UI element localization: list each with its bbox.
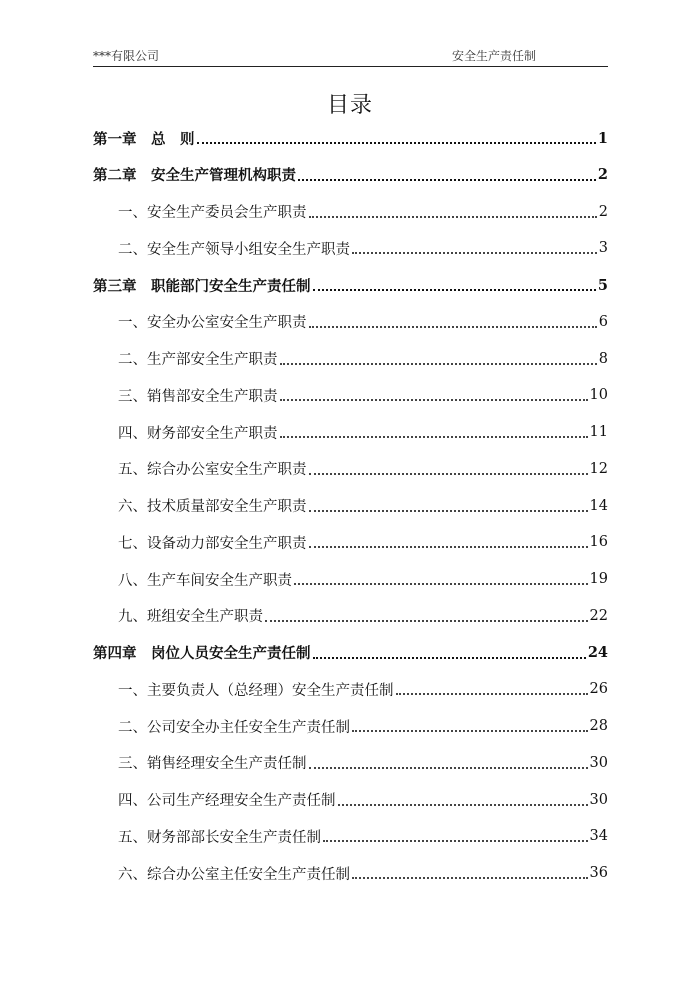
toc-section-entry[interactable] (118, 451, 608, 487)
toc-dot-leader (309, 473, 588, 475)
toc-dot-leader (352, 877, 588, 879)
toc-entry-label: 三、销售部安全生产职责 (118, 388, 278, 405)
toc-entry-page-number: 2 (598, 203, 608, 220)
toc-section-entry[interactable] (118, 598, 608, 634)
toc-entry-page-number: 10 (589, 387, 608, 404)
toc-entry-label: 二、安全生产领导小组安全生产职责 (118, 241, 350, 258)
toc-entry-page-number: 11 (589, 424, 608, 440)
toc-dot-leader (338, 804, 588, 806)
toc-chapter-entry[interactable] (93, 635, 608, 671)
toc-section-entry[interactable] (118, 745, 608, 781)
toc-entry-label: 第三章 职能部门安全生产责任制 (93, 277, 311, 295)
toc-dot-leader (280, 399, 588, 401)
toc-entry-page-number: 12 (589, 460, 608, 477)
toc-dot-leader (265, 620, 588, 622)
toc-dot-leader (309, 326, 597, 328)
toc-entry-page-number: 24 (587, 644, 608, 661)
toc-section-entry[interactable] (118, 341, 608, 377)
toc-entry-label: 二、生产部安全生产职责 (118, 352, 278, 368)
header-divider (93, 66, 608, 67)
toc-entry-page-number: 22 (589, 607, 608, 624)
toc-section-entry[interactable] (118, 488, 608, 524)
toc-entry-label: 一、主要负责人（总经理）安全生产责任制 (118, 682, 394, 699)
toc-entry-page-number: 3 (598, 240, 608, 257)
toc-entry-page-number: 16 (589, 534, 608, 551)
toc-dot-leader (280, 436, 588, 438)
toc-entry-page-number: 1 (597, 129, 608, 147)
toc-entry-page-number: 34 (589, 828, 608, 845)
toc-entry-page-number: 30 (589, 791, 608, 808)
toc-entry-page-number: 26 (589, 681, 608, 698)
toc-entry-label: 五、财务部部长安全生产责任制 (118, 829, 321, 846)
toc-dot-leader (309, 546, 588, 548)
toc-section-entry[interactable] (118, 561, 608, 597)
toc-entry-label: 四、公司生产经理安全生产责任制 (118, 793, 336, 809)
toc-dot-leader (309, 767, 588, 769)
toc-section-entry[interactable] (118, 855, 608, 891)
toc-entry-label: 六、综合办公室主任安全生产责任制 (118, 866, 350, 883)
toc-entry-label: 第一章 总 则 (93, 130, 195, 148)
toc-dot-leader (294, 583, 588, 585)
toc-dot-leader (309, 216, 597, 218)
toc-dot-leader (313, 657, 586, 659)
toc-entry-label: 五、综合办公室安全生产职责 (118, 462, 307, 479)
toc-entry-label: 七、设备动力部安全生产职责 (118, 535, 307, 552)
toc-entry-label: 九、班组安全生产职责 (118, 609, 263, 626)
toc-dot-leader (352, 252, 597, 254)
toc-section-entry[interactable] (118, 194, 608, 230)
toc-entry-label: 一、安全生产委员会生产职责 (118, 205, 307, 221)
toc-entry-page-number: 28 (589, 718, 608, 734)
header-company: ***有限公司 (93, 49, 160, 63)
toc-entry-label: 二、公司安全办主任安全生产责任制 (118, 719, 350, 736)
toc-entry-page-number: 8 (598, 350, 608, 367)
toc-chapter-entry[interactable] (93, 120, 608, 156)
toc-section-entry[interactable] (118, 671, 608, 707)
toc-entry-page-number: 30 (589, 754, 608, 771)
toc-entry-label: 三、销售经理安全生产责任制 (118, 756, 307, 773)
toc-dot-leader (309, 510, 588, 512)
toc-section-entry[interactable] (118, 230, 608, 266)
toc-title: 目录 (326, 93, 373, 118)
toc-entry-page-number: 14 (589, 497, 608, 514)
toc-entry-label: 第二章 安全生产管理机构职责 (93, 167, 296, 185)
toc-section-entry[interactable] (118, 377, 608, 413)
page-header (93, 44, 608, 66)
toc-section-entry[interactable] (118, 524, 608, 560)
toc-entry-label: 八、生产车间安全生产职责 (118, 572, 292, 589)
toc-dot-leader (323, 840, 588, 842)
header-document-title: 安全生产责任制 (451, 49, 536, 63)
toc-entry-page-number: 2 (597, 166, 608, 184)
toc-entry-page-number: 6 (598, 313, 608, 330)
toc-dot-leader (197, 142, 596, 144)
toc-dot-leader (280, 363, 597, 365)
toc-entry-page-number: 5 (597, 276, 608, 294)
toc-entry-label: 六、技术质量部安全生产职责 (118, 499, 307, 515)
toc-entry-label: 第四章 岗位人员安全生产责任制 (93, 645, 311, 662)
toc-entry-label: 四、财务部安全生产职责 (118, 425, 278, 442)
toc-dot-leader (298, 179, 596, 181)
toc-section-entry[interactable] (118, 782, 608, 818)
toc-entry-page-number: 36 (589, 865, 608, 881)
toc-section-entry[interactable] (118, 708, 608, 744)
toc-section-entry[interactable] (118, 304, 608, 340)
toc-section-entry[interactable] (118, 818, 608, 854)
toc-chapter-entry[interactable] (93, 157, 608, 193)
toc-section-entry[interactable] (118, 414, 608, 450)
toc-entry-page-number: 19 (589, 571, 608, 587)
toc-dot-leader (313, 289, 596, 291)
toc-entry-label: 一、安全办公室安全生产职责 (118, 315, 307, 332)
toc-dot-leader (396, 693, 588, 695)
toc-dot-leader (352, 730, 588, 732)
toc-chapter-entry[interactable] (93, 267, 608, 303)
